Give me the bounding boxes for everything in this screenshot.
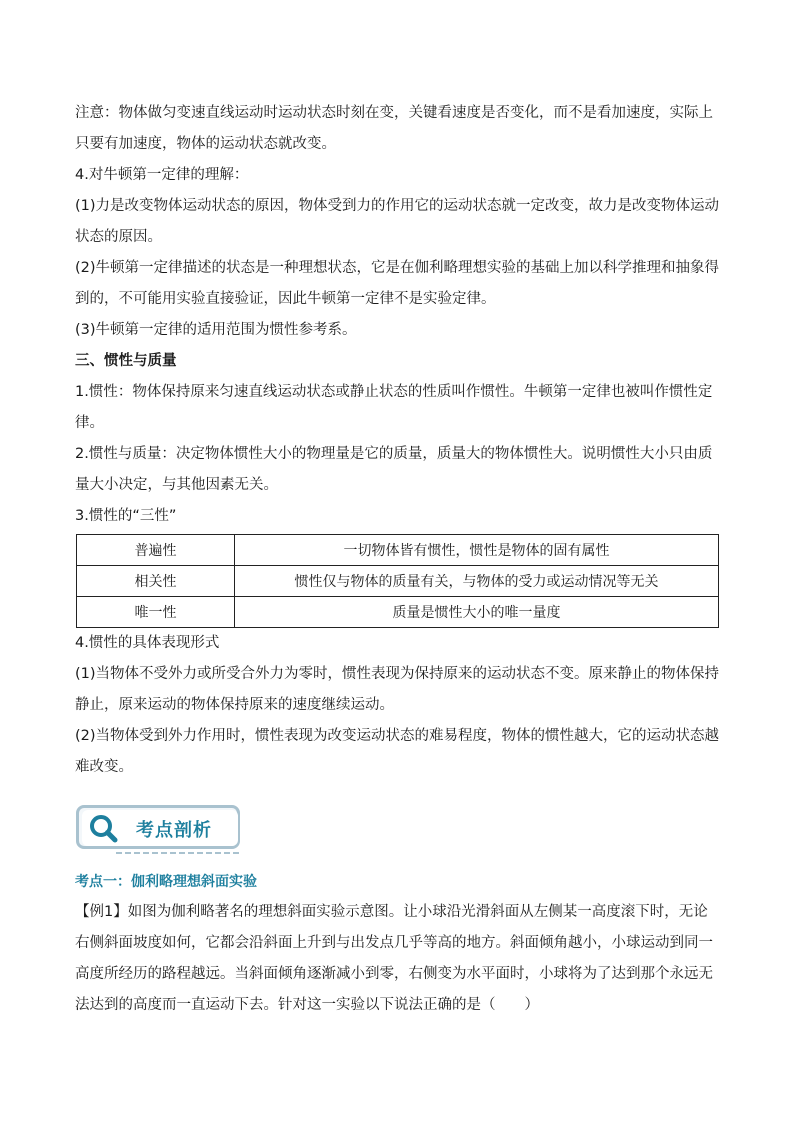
table-row [77,535,719,566]
table-cell-name: 相关性 [77,566,235,597]
list-item: (1)力是改变物体运动状态的原因，物体受到力的作用它的运动状态就一定改变，故力是改变物体运动状态的原因。 [75,198,720,245]
table-cell-desc: 质量是惯性大小的唯一量度 [235,597,719,628]
list-item: (1)当物体不受外力或所受合外力为零时，惯性表现为保持原来的运动状态不变。原来静止的物体保持静止，原来运动的物体保持原来的速度继续运动。 [75,666,720,713]
banner-title: 考点剖析 [136,820,212,841]
table-cell-desc: 惯性仅与物体的质量有关，与物体的受力或运动情况等无关 [235,566,719,597]
section-banner [76,803,244,853]
list-item: (3)牛顿第一定律的适用范围为惯性参考系。 [75,322,357,338]
list-item: 4.惯性的具体表现形式 [75,635,220,651]
table-row [77,597,719,628]
list-item: 1.惯性：物体保持原来匀速直线运动状态或静止状态的性质叫作惯性。牛顿第一定律也被叫作惯性定律。 [75,384,713,431]
table-cell-name: 普遍性 [77,535,235,566]
document-content [75,98,720,1021]
list-item: (2)当物体受到外力作用时，惯性表现为改变运动状态的难易程度，物体的惯性越大，它的运动状态越难改变。 [75,728,720,775]
list-item: 3.惯性的“三性” [75,508,177,524]
note-paragraph: 注意：物体做匀变速直线运动时运动状态时刻在变，关键看速度是否变化，而不是看加速度，实际上只要有加速度，物体的运动状态就改变。 [75,105,713,152]
table-cell-desc: 一切物体皆有惯性，惯性是物体的固有属性 [235,535,719,566]
inertia-properties-table [76,534,719,628]
list-item: 4.对牛顿第一定律的理解： [75,167,249,183]
point-title: 考点一：伽利略理想斜面实验 [75,874,257,890]
example-paragraph: 【例1】如图为伽利略著名的理想斜面实验示意图。让小球沿光滑斜面从左侧某一高度滚下时，无论右侧斜面坡度如何，它都会沿斜面上升到与出发点几乎等高的地方。斜面倾角越小，小球运动到同一高度所经历的路程越远。当斜面倾角逐渐减小到零，右侧变为水平面时，小球将为了达到那个永远无法达到的高度而一直运动下去。针对这一实验以下说法正确的是（ ） [75,904,713,1013]
table-row [77,566,719,597]
section-heading: 三、惯性与质量 [75,353,177,369]
list-item: (2)牛顿第一定律描述的状态是一种理想状态，它是在伽利略理想实验的基础上加以科学推理和抽象得到的，不可能用实验直接验证，因此牛顿第一定律不是实验定律。 [75,260,720,307]
list-item: 2.惯性与质量：决定物体惯性大小的物理量是它的质量，质量大的物体惯性大。说明惯性大小只由质量大小决定，与其他因素无关。 [75,446,713,493]
banner-underline [116,852,240,854]
search-icon [88,813,118,843]
table-cell-name: 唯一性 [77,597,235,628]
